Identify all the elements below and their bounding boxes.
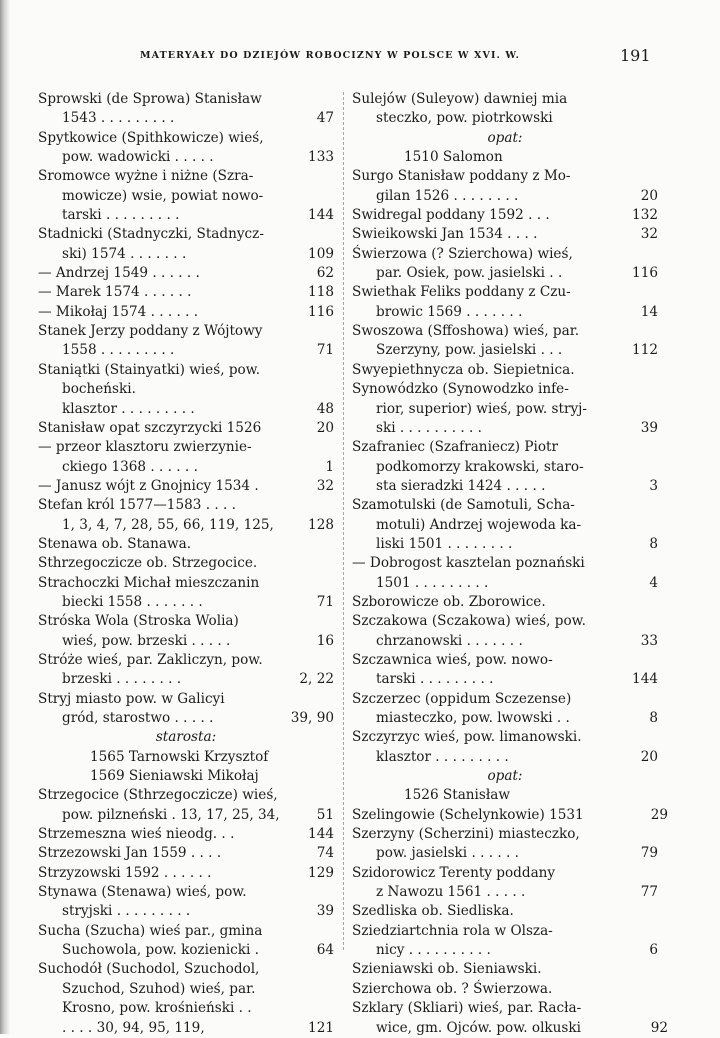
entry-text: Krosno, pow. krośnieński . . <box>62 1000 252 1017</box>
entry-text: Szafraniec (Szafraniecz) Piotr <box>352 439 558 456</box>
right-column <box>352 90 668 1038</box>
index-entry-continuation <box>352 109 658 128</box>
index-entry-continuation <box>38 458 334 477</box>
entry-text: 1558 . . . . . . . . . <box>62 342 175 359</box>
index-entry <box>352 554 658 573</box>
page-reference: 20 <box>316 419 334 436</box>
index-entry <box>352 129 658 148</box>
index-entry-continuation <box>352 748 658 767</box>
page-reference: 128 <box>308 516 334 533</box>
index-entry-continuation <box>352 400 658 419</box>
index-entry <box>38 574 334 593</box>
entry-text: klasztor . . . . . . . . . <box>62 400 195 417</box>
entry-text: Sziedziartchnia rola w Olsza- <box>352 922 553 939</box>
index-entry <box>352 148 658 167</box>
entry-text: Strzemeszna wieś nieodg. . . <box>38 826 235 843</box>
index-entry <box>38 303 334 322</box>
entry-text: Szelingowie (Schelynkowie) 1531 <box>352 806 584 823</box>
entry-text: Świerzowa (? Szierchowa) wieś, <box>352 245 573 262</box>
entry-text: Sthrzegoczicze ob. Strzegocice. <box>38 555 258 572</box>
entry-text: Stróska Wola (Stroska Wolia) <box>38 613 239 630</box>
index-entry-continuation <box>38 341 334 360</box>
index-entry-continuation <box>38 400 334 419</box>
index-entry-continuation <box>352 419 658 438</box>
entry-text: 1565 Tarnowski Krzysztof <box>90 748 269 765</box>
index-entry <box>38 786 334 805</box>
page-reference: 64 <box>316 942 334 959</box>
index-entry-continuation <box>38 109 334 128</box>
index-entry-continuation <box>352 516 658 535</box>
index-entry-continuation <box>38 593 334 612</box>
entry-text: Sucha (Szucha) wieś par., gmina <box>38 922 263 939</box>
index-entry <box>38 728 334 747</box>
entry-text: Stanek Jerzy poddany z Wójtowy <box>38 323 263 340</box>
entry-text: — Mikołaj 1574 . . . . . . <box>38 303 199 320</box>
index-entry <box>352 651 658 670</box>
page-reference: 8 <box>649 710 658 726</box>
running-header: MATERYAŁY DO DZIEJÓW ROBOCIZNY W POLSCE W XVI. W. <box>140 50 521 61</box>
entry-text: Stenawa ob. Stanawa. <box>38 535 192 552</box>
entry-text: browic 1569 . . . . . . . <box>376 303 523 320</box>
index-entry <box>38 283 334 302</box>
index-entry <box>38 844 334 863</box>
entry-text: Stryj miasto pow. w Galicyi <box>38 690 225 707</box>
entry-text: bocheński. <box>62 381 136 398</box>
entry-text: Synowódzko (Synowodzko infe- <box>352 381 569 398</box>
entry-text: Swoszowa (Sffoshowa) wieś, par. <box>352 323 580 340</box>
entry-text: Suchodół (Suchodol, Szuchodol, <box>38 961 260 978</box>
entry-text: wieś, pow. brzeski . . . . . <box>62 632 231 649</box>
index-entry <box>352 167 658 186</box>
entry-text: Stefan król 1577—1583 . . . . <box>38 497 236 514</box>
entry-text: mowicze) wsie, powiat nowo- <box>62 187 264 204</box>
page-reference: 51 <box>316 806 334 823</box>
entry-text: Szczawnica wieś, pow. nowo- <box>352 651 553 668</box>
entry-text: — przeor klasztoru zwierzynie- <box>38 439 252 456</box>
entry-text: nicy . . . . . . . . . . <box>376 942 491 959</box>
page-reference: 32 <box>640 226 658 243</box>
entry-text: Strzegocice (Sthrzegoczicze) wieś, <box>38 787 278 804</box>
entry-text: Staniątki (Stainyatki) wieś, pow. <box>38 361 261 378</box>
entry-text: Szamotulski (de Samotuli, Scha- <box>352 497 575 514</box>
entry-text: 1501 . . . . . . . . . <box>376 574 489 591</box>
entry-text: pow. pilzneński . 13, 17, 25, 34, <box>62 806 280 823</box>
page-reference: 20 <box>640 187 658 204</box>
entry-text: Strachoczki Michał mieszczanin <box>38 574 260 591</box>
index-entry-continuation <box>38 670 334 689</box>
index-entry-continuation <box>352 1019 668 1038</box>
page-reference: 74 <box>316 845 334 862</box>
index-entry <box>38 535 334 554</box>
entry-text: — Dobrogost kasztelan poznański <box>352 555 585 572</box>
index-entry <box>38 225 334 244</box>
index-entry <box>352 283 658 302</box>
index-entry <box>352 767 658 786</box>
entry-text: Szuchod, Szuhod) wieś, par. <box>62 980 256 997</box>
page-reference: 4 <box>649 574 658 591</box>
page-reference: 144 <box>308 207 334 224</box>
index-entry <box>352 690 658 709</box>
page-reference: 62 <box>316 265 334 282</box>
page-reference: 133 <box>308 149 334 166</box>
entry-text: liski 1501 . . . . . . . . <box>376 535 513 552</box>
page-reference: 132 <box>632 207 658 224</box>
index-entry <box>352 90 658 109</box>
entry-text: Szborowicze ob. Zborowice. <box>352 593 546 610</box>
index-entry-continuation <box>38 709 334 728</box>
index-entry <box>38 90 334 109</box>
entry-text: tarski . . . . . . . . . <box>62 207 180 224</box>
entry-text: Szczakowa (Sczakowa) wieś, pow. <box>352 613 586 630</box>
index-entry-continuation <box>352 187 658 206</box>
page-reference: 116 <box>308 303 334 320</box>
index-entry <box>38 167 334 186</box>
entry-text: — Andrzej 1549 . . . . . . <box>38 265 200 282</box>
page-reference: 2, 22 <box>299 671 334 688</box>
page-reference: 129 <box>308 864 334 881</box>
entry-text: Spytkowice (Spithkowicze) wieś, <box>38 129 264 146</box>
entry-text: 1526 Stanisław <box>404 787 511 804</box>
index-entry-continuation <box>38 245 334 264</box>
page-reference: 39, 90 <box>290 710 334 726</box>
index-entry-continuation <box>352 303 658 322</box>
index-entry-continuation <box>352 883 658 902</box>
entry-text: brzeski . . . . . . . . <box>62 671 182 688</box>
index-entry <box>38 922 334 941</box>
index-entry <box>352 786 658 805</box>
page-reference: 48 <box>316 400 334 417</box>
entry-text: . . . . 30, 94, 95, 119, <box>62 1019 205 1036</box>
index-entry-continuation <box>352 264 658 283</box>
index-entry-continuation <box>352 477 658 496</box>
entry-text: 1, 3, 4, 7, 28, 55, 66, 119, 125, <box>62 516 274 533</box>
page-reference: 71 <box>316 342 334 359</box>
entry-text: 1510 Salomon <box>404 149 503 166</box>
page-reference: 16 <box>316 632 334 649</box>
index-entry <box>38 883 334 902</box>
index-entry-continuation <box>38 999 334 1018</box>
index-entry-continuation <box>352 670 658 689</box>
index-entry-continuation <box>38 806 334 825</box>
page-reference: 92 <box>650 1019 668 1036</box>
page-reference: 3 <box>649 477 658 494</box>
index-entry <box>38 612 334 631</box>
entry-text: — Marek 1574 . . . . . . <box>38 284 192 301</box>
entry-text: Szierchowa ob. ? Świerzowa. <box>352 980 553 997</box>
entry-text: z Nawozu 1561 . . . . . <box>376 884 526 901</box>
index-entry <box>38 129 334 148</box>
entry-text: Swidregal poddany 1592 . . . <box>352 207 550 224</box>
index-entry-continuation <box>352 574 658 593</box>
entry-text: 1569 Sieniawski Mikołaj <box>90 768 259 785</box>
page-reference: 109 <box>308 245 334 262</box>
entry-text: Strzyzowski 1592 . . . . . . <box>38 864 212 881</box>
entry-text: Stanisław opat szczyrzycki 1526 <box>38 419 262 436</box>
index-entry <box>352 980 658 999</box>
index-entry-continuation <box>38 206 334 225</box>
entry-text: Szerzyny (Scherzini) miasteczko, <box>352 826 580 843</box>
page-reference: 144 <box>632 671 658 688</box>
entry-text: Szklary (Skliari) wieś, par. Racła- <box>352 1000 582 1017</box>
index-entry <box>38 419 334 438</box>
entry-text: Strzezowski Jan 1559 . . . . <box>38 845 222 862</box>
index-entry-continuation <box>38 980 334 999</box>
index-entry <box>38 361 334 380</box>
entry-text: ski) 1574 . . . . . . . <box>62 245 187 262</box>
entry-text: Sprowski (de Sprowa) Stanisław <box>38 91 262 107</box>
index-entry <box>38 825 334 844</box>
entry-text: Szieniawski ob. Sieniawski. <box>352 961 542 978</box>
entry-text: Swyepiethnycza ob. Siepietnica. <box>352 361 575 378</box>
page-reference: 33 <box>640 632 658 649</box>
page-reference: 1 <box>325 458 334 475</box>
entry-text: Suchowola, pow. kozienicki . <box>62 942 260 959</box>
index-entry <box>352 902 658 921</box>
entry-text: pow. wadowicki . . . . . <box>62 149 214 166</box>
page-reference: 6 <box>649 942 658 959</box>
page-reference: 71 <box>316 593 334 610</box>
page-reference: 79 <box>640 845 658 862</box>
index-entry-continuation <box>352 458 658 477</box>
index-entry <box>38 960 334 979</box>
index-entry <box>352 322 658 341</box>
entry-text: chrzanowski . . . . . . . <box>376 632 523 649</box>
index-entry-continuation <box>352 941 658 960</box>
entry-text: 1543 . . . . . . . . . <box>62 110 175 127</box>
entry-text: gilan 1526 . . . . . . . . <box>376 187 519 204</box>
left-column <box>38 90 334 1038</box>
index-entry <box>38 264 334 283</box>
column-divider <box>343 92 344 950</box>
entry-text: rior, superior) wieś, pow. stryj- <box>376 400 587 417</box>
index-entry-continuation <box>38 516 334 535</box>
entry-text: Swieikowski Jan 1534 . . . . <box>352 226 538 243</box>
index-entry <box>352 825 658 844</box>
index-entry-continuation <box>38 632 334 651</box>
entry-text: Sromowce wyżne i niżne (Szra- <box>38 168 254 185</box>
index-entry <box>352 206 658 225</box>
entry-text: gród, starostwo . . . . . <box>62 710 214 726</box>
index-entry <box>352 593 658 612</box>
page-reference: 8 <box>649 535 658 552</box>
page-reference: 32 <box>316 477 334 494</box>
index-entry <box>352 806 668 825</box>
index-entry-continuation <box>38 902 334 921</box>
page-edge-shadow <box>0 0 10 1034</box>
entry-text: Swiethak Feliks poddany z Czu- <box>352 284 571 301</box>
entry-text: ski . . . . . . . . . . <box>376 419 482 436</box>
index-entry <box>38 322 334 341</box>
index-entry <box>38 651 334 670</box>
index-entry <box>38 690 334 709</box>
page-reference: 39 <box>640 419 658 436</box>
entry-text: motuli) Andrzej wojewoda ka- <box>376 516 582 533</box>
index-entry <box>352 999 658 1018</box>
entry-text: ckiego 1368 . . . . . . <box>62 458 198 475</box>
entry-text: podkomorzy krakowski, staro- <box>376 458 584 475</box>
entry-text: wice, gm. Ojców. pow. olkuski <box>376 1019 581 1036</box>
entry-text: Surgo Stanisław poddany z Mo- <box>352 168 571 185</box>
entry-text: Sulejów (Suleyow) dawniej mia <box>352 91 568 107</box>
page-reference: 116 <box>632 265 658 282</box>
index-entry <box>352 438 658 457</box>
page-reference: 118 <box>308 284 334 301</box>
entry-text: Szerzyny, pow. jasielski . . . <box>376 342 563 359</box>
index-entry <box>352 225 658 244</box>
page-reference: 121 <box>308 1019 334 1036</box>
page-reference: 112 <box>632 342 658 359</box>
page-reference: 14 <box>640 303 658 320</box>
entry-text: starosta: <box>155 729 217 746</box>
index-entry-continuation <box>352 535 658 554</box>
index-entry <box>38 496 334 515</box>
entry-text: sta sieradzki 1424 . . . . . <box>376 477 546 494</box>
entry-text: par. Osiek, pow. jasielski . . <box>376 265 563 282</box>
page-reference: 20 <box>640 748 658 765</box>
entry-text: opat: <box>487 129 523 146</box>
entry-text: Szczerzec (oppidum Sczezense) <box>352 690 572 707</box>
index-entry <box>38 864 334 883</box>
entry-text: Stadnicki (Stadnyczki, Stadnycz- <box>38 226 264 243</box>
entry-text: biecki 1558 . . . . . . . <box>62 593 203 610</box>
entry-text: klasztor . . . . . . . . . <box>376 748 509 765</box>
entry-text: tarski . . . . . . . . . <box>376 671 494 688</box>
page-reference: 47 <box>316 110 334 127</box>
page-reference: 144 <box>308 826 334 843</box>
index-entry <box>352 380 658 399</box>
entry-text: Stróże wieś, par. Zakliczyn, pow. <box>38 651 263 668</box>
entry-text: miasteczko, pow. lwowski . . <box>376 710 570 726</box>
entry-text: steczko, pow. piotrkowski <box>376 110 553 127</box>
index-entry <box>38 477 334 496</box>
index-entry <box>38 554 334 573</box>
index-entry <box>352 496 658 515</box>
page-reference: 77 <box>640 884 658 901</box>
entry-text: Szidorowicz Terenty poddany <box>352 864 556 881</box>
page-number: 191 <box>620 46 651 65</box>
entry-text: Szedliska ob. Siedliska. <box>352 903 514 920</box>
page-reference: 39 <box>316 903 334 920</box>
index-entry <box>38 438 334 457</box>
index-entry <box>352 864 658 883</box>
index-entry <box>352 361 658 380</box>
index-entry-continuation <box>352 844 658 863</box>
index-entry-continuation <box>38 1019 334 1038</box>
index-entry <box>352 245 658 264</box>
entry-text: Szczyrzyc wieś, pow. limanowski. <box>352 729 582 746</box>
index-entry-continuation <box>38 187 334 206</box>
index-entry-continuation <box>38 148 334 167</box>
index-entry <box>352 612 658 631</box>
entry-text: pow. jasielski . . . . . . <box>376 845 519 862</box>
index-entry <box>38 748 334 767</box>
index-entry <box>38 767 334 786</box>
index-entry-continuation <box>352 341 658 360</box>
index-entry <box>352 922 658 941</box>
index-entry-continuation <box>38 941 334 960</box>
index-entry-continuation <box>38 380 334 399</box>
index-entry-continuation <box>352 709 658 728</box>
page-reference: 29 <box>650 806 668 823</box>
index-entry <box>352 728 658 747</box>
index-entry-continuation <box>352 632 658 651</box>
entry-text: — Janusz wójt z Gnojnicy 1534 . <box>38 477 259 494</box>
entry-text: stryjski . . . . . . . . . <box>62 903 191 920</box>
index-entry <box>352 960 658 979</box>
entry-text: opat: <box>487 768 523 785</box>
entry-text: Stynawa (Stenawa) wieś, pow. <box>38 884 247 901</box>
